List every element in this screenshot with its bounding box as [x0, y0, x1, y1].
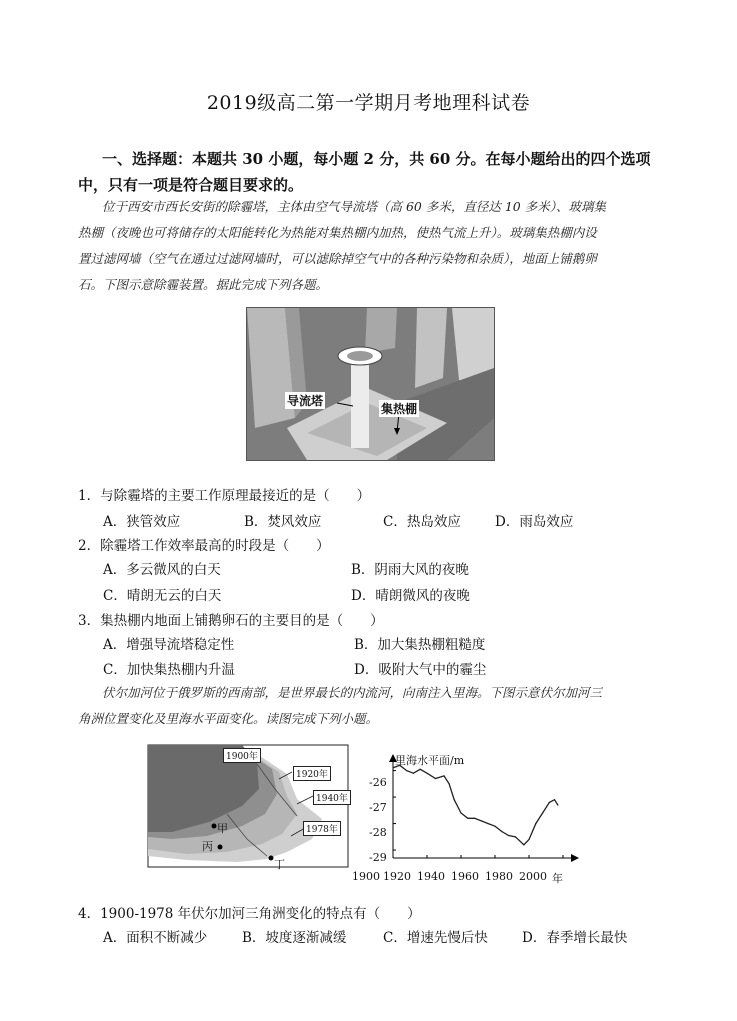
question-3-option-a: A．增强导流塔稳定性 [103, 637, 235, 653]
question-2-option-d: D．晴朗微风的夜晚 [351, 588, 470, 604]
chart-point [406, 770, 407, 771]
y-tick-label: -26 [369, 776, 387, 789]
chart-point [549, 802, 550, 803]
question-2-option-a: A．多云微风的白天 [103, 562, 221, 578]
question-4-option-c: C．增速先慢后快 [383, 930, 488, 946]
x-axis-arrow [571, 854, 579, 862]
chart-point [515, 836, 516, 837]
passage-line: 置过滤网墙（空气在通过过滤网墙时，可以滤除掉空气中的各种污染物和杂质），地面上铺鹅卵 [78, 251, 597, 266]
passage-line: 位于西安市西长安街的除霾塔，主体由空气导流塔（高 60 多米，直径达 10 多米）、玻璃集 [102, 199, 606, 214]
question-3-option-c: C．加快集热棚内升温 [103, 662, 235, 678]
passage-line: 伏尔加河位于俄罗斯的西南部，是世界最长的内流河，向南注入里海。下图示意伏尔加河三 [102, 685, 603, 700]
map-label-ding: 丁 [274, 858, 285, 871]
section-heading-line: 一、选择题：本题共 30 小题，每小题 2 分，共 60 分。在每小题给出的四个选项 [102, 150, 651, 168]
passage-line: 角洲位置变化及里海水平面变化。读图完成下列小题。 [78, 711, 379, 726]
y-tick-label: -29 [369, 851, 387, 864]
chart-point [443, 775, 444, 776]
chart-point [528, 839, 529, 840]
y-tick-label: -27 [369, 801, 387, 814]
chart-point [542, 812, 543, 813]
question-1-option-d: D．雨岛效应 [495, 514, 574, 530]
chart-point [494, 826, 495, 827]
smog-tower-photo [246, 307, 495, 461]
chart-point [481, 820, 482, 821]
caspian-level-chart [352, 752, 585, 885]
question-3-option-b: B．加大集热棚粗糙度 [354, 637, 486, 653]
passage-line: 石。下图示意除霾装置。据此完成下列各题。 [78, 277, 329, 292]
volga-delta-map [147, 744, 357, 869]
question-2-stem: 2．除霾塔工作效率最高的时段是（ ） [78, 538, 330, 554]
smog-tower-illustration [247, 308, 494, 460]
chart-point [508, 835, 509, 836]
question-1-option-c: C．热岛效应 [383, 514, 461, 530]
chart-title: 里海水平面/m [395, 754, 465, 767]
map-label-1920: 1920年 [293, 766, 331, 781]
chart-series-line [393, 765, 558, 845]
map-label-bing: 丙 [202, 840, 213, 853]
chart-point [535, 823, 536, 824]
x-axis-unit: 年 [552, 872, 563, 885]
question-4-option-a: A．面积不断减少 [103, 930, 208, 946]
map-label-jia: 甲 [217, 822, 228, 835]
x-tick-label: 1920 [383, 870, 411, 883]
question-1-stem: 1．与除霾塔的主要工作原理最接近的是（ ） [78, 488, 371, 504]
question-2-option-c: C．晴朗无云的白天 [103, 588, 222, 604]
x-tick-label: 2000 [519, 870, 547, 883]
chart-point [426, 773, 427, 774]
chart-point [449, 783, 450, 784]
question-3-stem: 3．集热棚内地面上铺鹅卵石的主要目的是（ ） [78, 613, 384, 629]
question-2-option-b: B．阴雨大风的夜晚 [351, 562, 469, 578]
x-tick-label: 1960 [451, 870, 479, 883]
map-label-1900: 1900年 [223, 748, 261, 763]
chart-point [488, 823, 489, 824]
chart-point [474, 818, 475, 819]
section-heading [78, 146, 678, 198]
question-4-option-d: D．春季增长最快 [522, 930, 628, 946]
passage-line: 热棚（夜晚也可将储存的太阳能转化为热能对集热棚内加热，使热气流上升）。玻璃集热棚内设 [78, 225, 597, 240]
chart-point [460, 812, 461, 813]
chart-point [420, 769, 421, 770]
chart-point [557, 804, 558, 805]
y-tick-label: -28 [369, 826, 387, 839]
chart-point [501, 831, 502, 832]
page-title: 2019级高二第一学期月考地理科试卷 [206, 92, 531, 114]
chart-point [435, 778, 436, 779]
tower-label: 导流塔 [287, 394, 324, 408]
map-label-1978: 1978年 [303, 821, 341, 836]
passage-1 [78, 194, 678, 298]
question-1-option-a: A．狭管效应 [103, 514, 181, 530]
question-3-option-d: D．吸附大气中的霾尘 [354, 662, 487, 678]
chart-point [392, 767, 393, 768]
chart-canvas [357, 752, 585, 880]
section-heading-line: 中，只有一项是符合题目要求的。 [78, 176, 304, 194]
chart-point [454, 799, 455, 800]
chart-point [523, 844, 524, 845]
chart-point [554, 799, 555, 800]
passage-2 [78, 680, 678, 732]
x-tick-label: 1940 [417, 870, 445, 883]
x-tick-label: 1900 [352, 870, 380, 883]
chart-point [413, 773, 414, 774]
map-label-1940: 1940年 [313, 790, 351, 805]
question-4-option-b: B．坡度逐渐减缓 [242, 930, 347, 946]
question-4-stem: 4．1900-1978 年伏尔加河三角洲变化的特点有（ ） [78, 906, 421, 922]
chart-point [467, 818, 468, 819]
greenhouse-label: 集热棚 [381, 402, 418, 416]
question-1-option-b: B．焚风效应 [244, 514, 322, 530]
x-tick-label: 1980 [485, 870, 513, 883]
